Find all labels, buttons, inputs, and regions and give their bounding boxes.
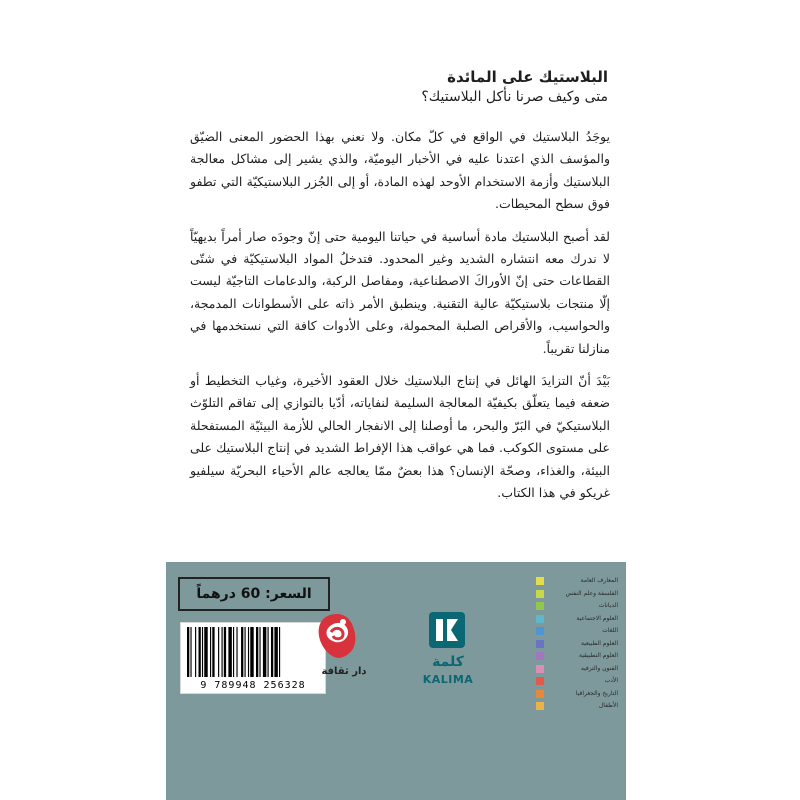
kalima-logo-icon xyxy=(427,610,467,652)
category-label: المعارف العامة xyxy=(580,577,618,584)
category-swatch xyxy=(536,677,544,685)
category-label: الفنون والترفيه xyxy=(580,664,618,672)
category-label: العلوم الاجتماعية xyxy=(576,614,618,622)
category-swatch xyxy=(536,577,544,585)
publisher-logo-text: دار ثقافة xyxy=(321,666,367,677)
category-legend-item xyxy=(536,601,618,612)
category-swatch xyxy=(536,590,544,598)
blurb-text xyxy=(190,126,610,515)
book-subtitle: متى وكيف صرنا نأكل البلاستيك؟ xyxy=(421,89,608,105)
category-legend-item xyxy=(536,701,618,712)
category-swatch xyxy=(536,615,544,623)
isbn-barcode xyxy=(180,622,326,694)
category-label: الفلسفة وعلم النفس xyxy=(565,589,618,597)
category-swatch xyxy=(536,602,544,610)
kalima-english-wordmark: KALIMA xyxy=(422,673,474,686)
category-legend xyxy=(536,576,618,714)
category-legend-item xyxy=(536,626,618,637)
category-legend-item xyxy=(536,589,618,600)
category-legend-item xyxy=(536,576,618,587)
category-legend-item xyxy=(536,651,618,662)
category-swatch xyxy=(536,640,544,648)
category-label: الأدب xyxy=(604,677,618,684)
price-box: السعر: 60 درهماً xyxy=(178,577,330,611)
blurb-paragraph-2: لقد أصبح البلاستيك مادة أساسية في حياتنا اليومية حتى إنّ وجودَه صار أمراً بديهيّاً لا ندرك معه انتشاره الشديد وغير المحدود. فتدخلُ المواد البلاستيكيّة في شتّى القطاعات حتى إنّ الأوراكَ الاصطناعية، ومفاصل الركبة، والدعامات التاجيّة ليست إلّا منتجات بلاستيكيّة عالية التقنية. وينطبق الأمر ذاته على الأسطوانات المدمجة، والحواسيب، والأقراص الصلبة المحمولة، وعلى الأدوات كافة التي نستخدمها في منازلنا تقريباً. xyxy=(190,228,610,356)
back-cover-panel xyxy=(166,562,626,800)
category-legend-item xyxy=(536,689,618,700)
category-legend-item xyxy=(536,639,618,650)
category-swatch xyxy=(536,627,544,635)
category-swatch xyxy=(536,702,544,710)
category-label: العلوم الطبيعية xyxy=(580,639,618,647)
category-label: الديانات xyxy=(598,602,618,609)
barcode-icon xyxy=(185,627,321,679)
book-title: البلاستيك على المائدة xyxy=(447,68,608,86)
category-label: الأطفال xyxy=(598,702,618,709)
category-legend-item xyxy=(536,664,618,675)
blurb-paragraph-3: بَيْدَ أنّ التزايدَ الهائل في إنتاج البلاستيك خلال العقود الأخيرة، وغياب التخطيط أو ضعفه فيما يتعلّق بكيفيّة المعالجة السليمة لنفاياته، أدّيا بالتوازي إلى تفاقم التلوّث البلاستيكيّ في البَرّ والبحر، ما أوصلنا إلى الانفجار الحالي للأزمة البيئيّة المستفحلة على مستوى الكوكب. فما هي عواقب هذا الإفراط الشديد في إنتاج البلاستيك على البيئة، والغذاء، وصحّة الإنسان؟ هذا بعضٌ ممّا يعالجه عالم الأحياء البحريّة سيلفيو غريكو في هذا الكتاب. xyxy=(190,373,610,501)
category-label: العلوم التطبيقية xyxy=(578,652,618,659)
category-label: التاريخ والجغرافيا xyxy=(575,689,618,697)
category-legend-item xyxy=(536,676,618,687)
category-swatch xyxy=(536,690,544,698)
category-legend-item xyxy=(536,614,618,625)
kalima-arabic-wordmark: كلمة xyxy=(432,654,464,670)
isbn-number: 9 789948 256328 xyxy=(200,680,306,691)
publisher-logo-icon xyxy=(313,610,361,662)
blurb-paragraph-1: يوجَدُ البلاستيك في الواقع في كلّ مكان. ولا نعني بهذا الحضور المعنى الضيّق والمؤسف الذي اعتدنا عليه في الأخبار اليوميّة، والذي يشير إلى مشاكل معالجة البلاستيك وأزمة الاستخدام الأوحد لهذه المادة، أو إلى الجُزر البلاستيكيّة التي تطفو فوق سطح المحيطات. xyxy=(190,129,610,212)
category-swatch xyxy=(536,652,544,660)
category-label: اللغات xyxy=(602,627,618,634)
category-swatch xyxy=(536,665,544,673)
